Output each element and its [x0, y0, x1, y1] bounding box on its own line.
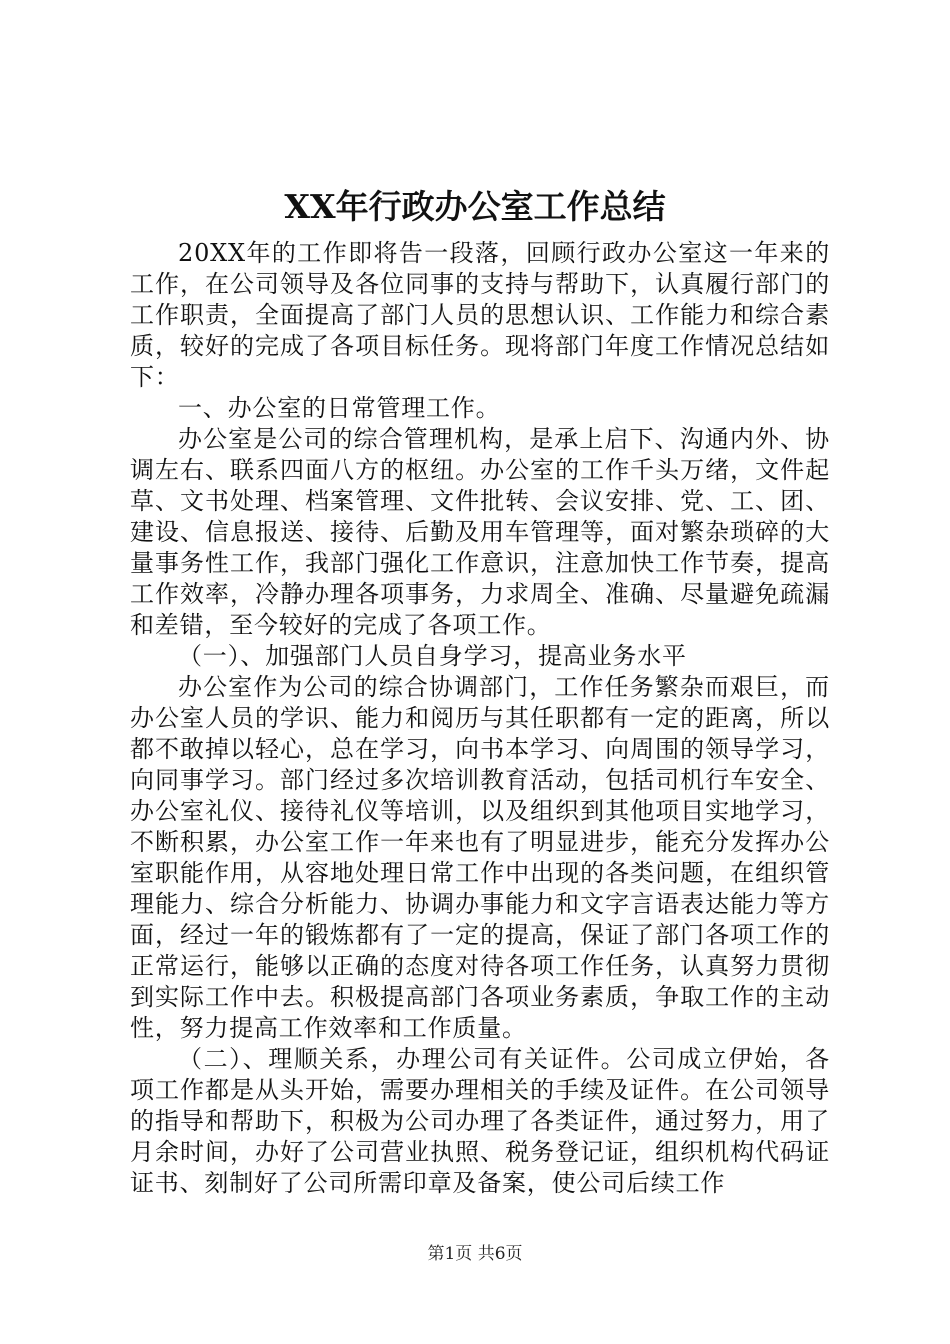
- document-body: [130, 238, 830, 1199]
- subsection-1-paragraph: 办公室作为公司的综合协调部门，工作任务繁杂而艰巨，而办公室人员的学识、能力和阅历与其任职都有一定的距离，所以都不敢掉以轻心，总在学习，向书本学习、向周围的领导学习，向同事学习。部门经过多次培训教育活动，包括司机行车安全、办公室礼仪、接待礼仪等培训，以及组织到其他项目实地学习，不断积累，办公室工作一年来也有了明显进步，能充分发挥办公室职能作用，从容地处理日常工作中出现的各类问题，在组织管理能力、综合分析能力、协调办事能力和文字言语表达能力等方面，经过一年的锻炼都有了一定的提高，保证了部门各项工作的正常运行，能够以正确的态度对待各项工作任务，认真努力贯彻到实际工作中去。积极提高部门各项业务素质，争取工作的主动性，努力提高工作效率和工作质量。: [130, 673, 830, 1042]
- document-title: XX年行政办公室工作总结: [284, 187, 666, 226]
- subsection-heading-1: （一）、加强部门人员自身学习，提高业务水平: [178, 642, 687, 670]
- section-1-paragraph: 办公室是公司的综合管理机构，是承上启下、沟通内外、协调左右、联系四面八方的枢纽。办公室的工作千头万绪，文件起草、文书处理、档案管理、文件批转、会议安排、党、工、团、建设、信息报送、接待、后勤及用车管理等，面对繁杂琐碎的大量事务性工作，我部门强化工作意识，注意加快工作节奏，提高工作效率，冷静办理各项事务，力求周全、准确、尽量避免疏漏和差错，至今较好的完成了各项工作。: [130, 425, 830, 639]
- intro-paragraph: 20XX年的工作即将告一段落，回顾行政办公室这一年来的工作，在公司领导及各位同事的支持与帮助下，认真履行部门的工作职责，全面提高了部门人员的思想认识、工作能力和综合素质，较好的完成了各项目标任务。现将部门年度工作情况总结如下：: [130, 239, 830, 391]
- section-heading-1: 一、办公室的日常管理工作。: [178, 394, 501, 422]
- page-number-footer: 第1页 共6页: [427, 1244, 523, 1264]
- subsection-2-paragraph: （二）、理顺关系，办理公司有关证件。公司成立伊始，各项工作都是从头开始，需要办理相关的手续及证件。在公司领导的指导和帮助下，积极为公司办理了各类证件，通过努力，用了月余时间，办好了公司营业执照、税务登记证，组织机构代码证证书、刻制好了公司所需印章及备案，使公司后续工作: [130, 1045, 830, 1197]
